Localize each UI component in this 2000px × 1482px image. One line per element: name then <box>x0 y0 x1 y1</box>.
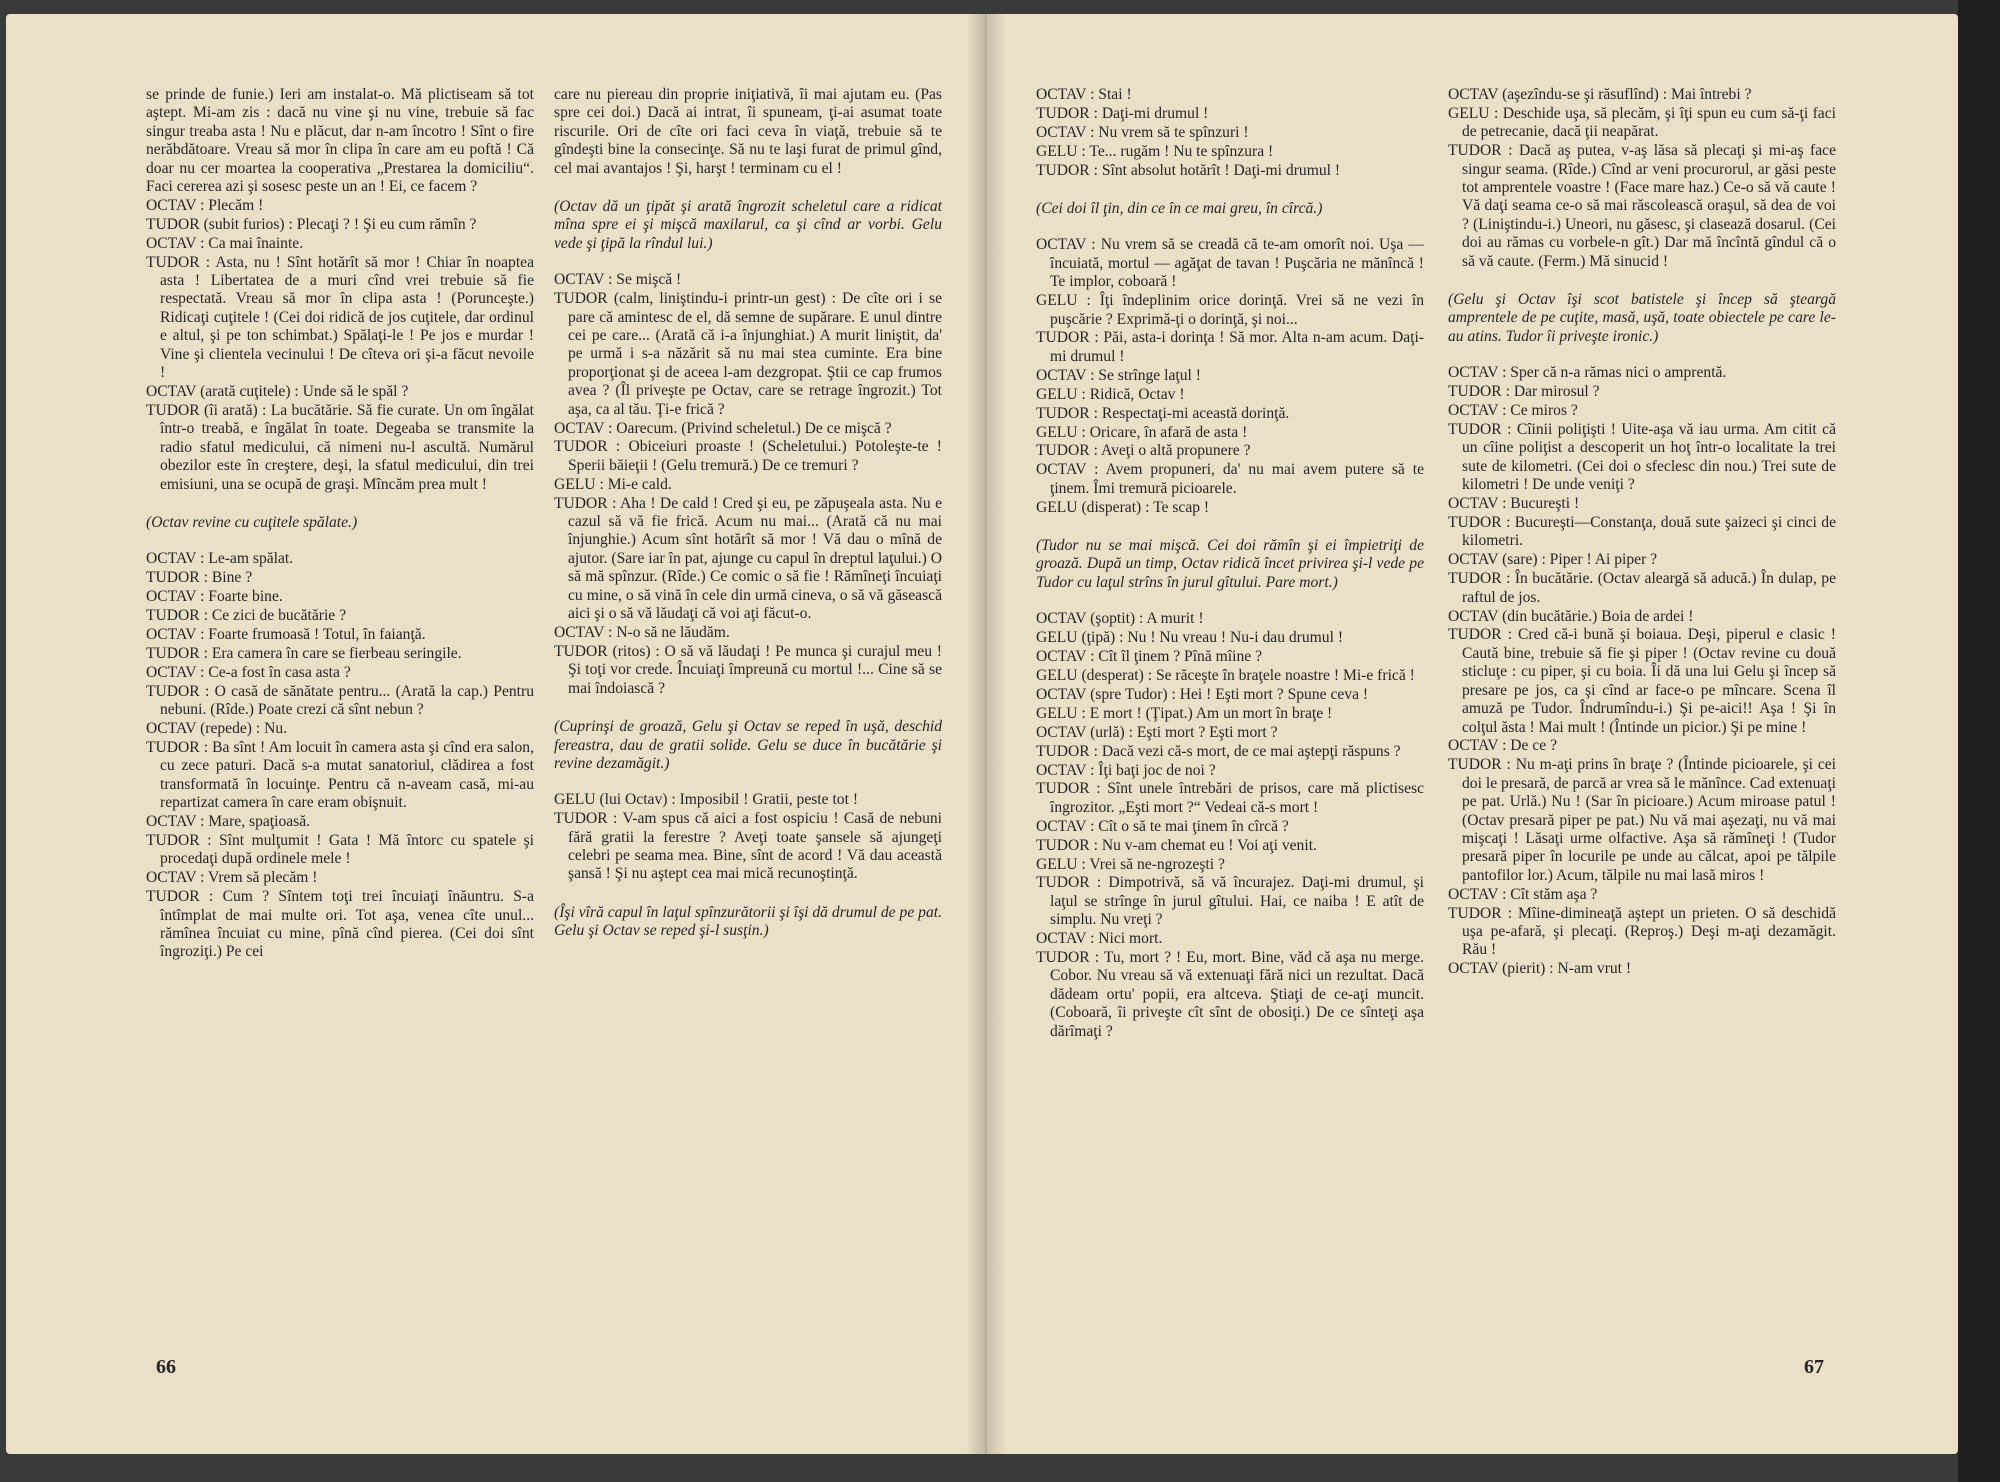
right-column-1 <box>1036 86 1424 1042</box>
dialogue-line: TUDOR : Cum ? Sîntem toţi trei încuiaţi înăuntru. S-a întîmplat de mai multe ori. Tot aşa, venea cîte unul... rămînea încuiat cu mine, pînă cînd pierea. (Cei doi sînt îngroziţi.) Pe cei <box>146 888 534 961</box>
dialogue-line: OCTAV : Oarecum. (Privind scheletul.) De ce mişcă ? <box>554 419 892 437</box>
dialogue-line: TUDOR : Daţi-mi drumul ! <box>1036 104 1209 122</box>
dialogue-line: GELU (lui Octav) : Imposibil ! Gratii, peste tot ! <box>554 791 859 809</box>
dialogue-line: OCTAV : Cît o să te mai ţinem în cîrcă ? <box>1036 817 1289 835</box>
dialogue-line: OCTAV (sare) : Piper ! Ai piper ? <box>1448 551 1658 569</box>
dialogue-line: TUDOR : Dar mirosul ? <box>1448 383 1600 401</box>
dialogue-line: OCTAV : N-o să ne lăudăm. <box>554 623 730 641</box>
left-column-1 <box>146 86 534 962</box>
stage-direction: (Tudor nu se mai mişcă. Cei doi rămîn şi ei împietriţi de groază. După un timp, Octav ridică încet privirea şi-l vede pe Tudor cu laţul strîns în jurul gîtului. Pare mort.) <box>1036 537 1424 591</box>
dialogue-line: OCTAV : Foarte bine. <box>146 588 283 606</box>
dialogue-line: TUDOR : Nu v-am chemat eu ! Voi aţi venit. <box>1036 836 1317 854</box>
dialogue-line: OCTAV (arată cuţitele) : Unde să le spăl ? <box>146 383 409 400</box>
dialogue-line: OCTAV : Vrem să plecăm ! <box>146 869 318 887</box>
dialogue-line: TUDOR : În bucătărie. (Octav aleargă să aducă.) În dulap, pe raftul de jos. <box>1448 570 1836 606</box>
dialogue-line: TUDOR : Cred că-i bună şi boiaua. Deşi, piperul e clasic ! Caută bine, trebuie să fie şi piper ! (Octav revine cu două sticluţe : cu piper, şi cu boia. Îi dă una lui Gelu şi încep să presare pe jos, ca şi cînd ar face-o pe mîncare. Scena îl amuză pe Tudor. Îndrumîndu-i.) Şi pe-aici!! Aşa ! Şi în colţul ăsta ! Mai mult ! (Întinde un picior.) Şi pe mine ! <box>1448 626 1836 736</box>
dialogue-line: GELU : E mort ! (Ţipat.) Am un mort în braţe ! <box>1036 704 1333 722</box>
dialogue-line: OCTAV : Sper că n-a rămas nici o amprentă. <box>1448 364 1727 382</box>
dialogue-line: GELU (disperat) : Te scap ! <box>1036 498 1210 516</box>
dialogue-line: TUDOR : Tu, mort ? ! Eu, mort. Bine, văd că aşa nu merge. Cobor. Nu vreau să vă extenuaţi fără nici un rezultat. Dacă dădeam ortu' popii, era altceva. Ştiaţi de ce-aţi muncit. (Coboară, îi priveşte cît sînt de obosiţi.) De ce sînteţi aşa dărîmaţi ? <box>1036 949 1424 1040</box>
dialogue-line: OCTAV (aşezîndu-se şi răsuflînd) : Mai întrebi ? <box>1448 86 1752 103</box>
dialogue-line: GELU : Vrei să ne-ngrozeşti ? <box>1036 855 1225 873</box>
dialogue-line: TUDOR : Cîinii poliţişti ! Uite-aşa vă iau urma. Am citit că un cîine poliţist a descoperit un hoţ într-o localitate la trei sute de kilometri. (Cei doi o sfeclesc din nou.) Trei sute de kilometri ! De unde veniţi ? <box>1448 421 1836 494</box>
dialogue-line: OCTAV : Foarte frumoasă ! Totul, în faianţă. <box>146 625 426 643</box>
dialogue-line: care nu piereau din proprie iniţiativă, îi mai ajutam eu. (Pas spre cei doi.) Dacă ai intrat, îi spuneam, ţi-ai asumat toate riscurile. Ori de cîte ori faci ceva în viaţă, trebuie să te gîndeşti bine la consecinţe. Să nu te laşi furat de primul gînd, cel mai avantajos ! Şi, harşt ! terminam cu el ! <box>554 86 942 177</box>
right-page <box>986 14 1958 1454</box>
dialogue-line: TUDOR : Bucureşti—Constanţa, două sute şaizeci şi cinci de kilometri. <box>1448 514 1836 550</box>
dialogue-line: TUDOR : Sînt unele întrebări de prisos, care mă plictisesc îngrozitor. „Eşti mort ?“ Vedeai că-s mort ! <box>1036 780 1424 816</box>
dialogue-line: TUDOR : Nu m-aţi prins în braţe ? (Întinde picioarele, şi cei doi le presară, de parcă ar vrea să le mănînce. Cad extenuaţi pe pat. Urlă.) Nu ! (Sar în picioare.) Acum miroase patul ! (Octav presară piper pe pat.) Nu vă mai aşezaţi, nu vă mai mişcaţi ! Lăsaţi urme olfactive. Aşa să rămîneţi ! (Tudor presară piper în locurile pe unde au călcat, apoi pe tălpile pantofilor lor.) Acum, tălpile nu mai lasă miros ! <box>1448 756 1836 884</box>
dialogue-line: TUDOR : Respectaţi-mi această dorinţă. <box>1036 404 1290 422</box>
dialogue-line: OCTAV : Bucureşti ! <box>1448 495 1580 513</box>
dialogue-line: se prinde de funie.) Ieri am instalat-o. Mă plictiseam să tot aştept. Mi-am zis : dacă nu vine şi nu vine, trebuie să fac singur treaba asta ! Nu e plăcut, dar n-am încotro ! Sînt o fire nerăbdătoare. Vreau să mor în clipa în care am eu poftă ! Că doar nu cer moartea la cooperativa „Prestarea la domiciliu“. Faci cererea azi şi sosesc peste un an ! Ei, ce facem ? <box>146 86 534 196</box>
dialogue-line: OCTAV (repede) : Nu. <box>146 720 288 737</box>
dialogue-line: TUDOR : V-am spus că aici a fost ospiciu ! Casă de nebuni fără gratii la ferestre ? Aveţi toate şansele să ajungeţi celebri pe seama mea. Bine, sînt de acord ! Vă dau această şansă ! Şi nu aştept cea mai mică recunoştinţă. <box>554 810 942 883</box>
dialogue-line: TUDOR : Mîine-dimineaţă aştept un prieten. O să deschidă uşa pe-afară, şi plecaţi. (Reproş.) Deşi m-aţi dezamăgit. Rău ! <box>1448 904 1836 959</box>
dialogue-line: OCTAV : Ce miros ? <box>1448 402 1578 420</box>
stage-direction: (Cuprinşi de groază, Gelu şi Octav se reped în uşă, deschid fereastra, dau de gratii solide. Gelu se duce în bucătărie şi revine dezamăgit.) <box>554 718 942 772</box>
book-gutter <box>966 14 1006 1454</box>
dialogue-line: OCTAV : Ca mai înainte. <box>146 234 304 252</box>
page-number-left: 66 <box>156 1356 176 1378</box>
dialogue-line: OCTAV : Cît stăm aşa ? <box>1448 885 1598 903</box>
dialogue-line: OCTAV : Stai ! <box>1036 86 1132 103</box>
dialogue-line: OCTAV : Nu vrem să te spînzuri ! <box>1036 123 1249 141</box>
dialogue-line: TUDOR : Ba sînt ! Am locuit în camera asta şi cînd era salon, cu zece paturi. Dacă s-a mutat sanatoriul, clădirea a fost transformată în locuinţe. Pentru că n-aveam casă, mi-au repartizat camera în care eram obişnuit. <box>146 738 534 812</box>
dialogue-line: TUDOR : Bine ? <box>146 569 253 587</box>
dialogue-line: OCTAV : Nu vrem să se creadă că te-am omorît noi. Uşa — încuiată, mortul — agăţat de tavan ! Puşcăria ne mănîncă ! Te implor, coboară ! <box>1036 236 1424 291</box>
dialogue-line: OCTAV (din bucătărie.) Boia de ardei ! <box>1448 607 1694 625</box>
stage-direction: (Gelu şi Octav îşi scot batistele şi încep să şteargă amprentele de pe cuţite, masă, uşă, toate obiectele pe care le-au atins. Tudor îi priveşte ironic.) <box>1448 291 1836 345</box>
page-number-right: 67 <box>1804 1356 1824 1378</box>
book-cover-edge <box>1958 0 2000 1482</box>
dialogue-line: TUDOR : Dimpotrivă, să vă încurajez. Daţi-mi drumul, şi laţul se strînge în jurul gîtului. Hai, ce naiba ! E atît de simplu. Nu vreţi ? <box>1036 874 1424 929</box>
dialogue-line: OCTAV : Ce-a fost în casa asta ? <box>146 663 351 681</box>
dialogue-line: TUDOR (subit furios) : Plecaţi ? ! Şi eu cum rămîn ? <box>146 215 477 233</box>
dialogue-line: OCTAV : Cît îl ţinem ? Pînă mîine ? <box>1036 648 1263 666</box>
dialogue-line: GELU : Îţi îndeplinim orice dorinţă. Vrei să ne vezi în puşcărie ? Exprimă-ţi o dorinţă, şi noi... <box>1036 292 1424 328</box>
stage-direction: (Cei doi îl ţin, din ce în ce mai greu, în cîrcă.) <box>1036 200 1323 218</box>
dialogue-line: OCTAV (pierit) : N-am vrut ! <box>1448 960 1632 978</box>
stage-direction: (Octav revine cu cuţitele spălate.) <box>146 513 358 531</box>
dialogue-line: GELU (desperat) : Se răceşte în braţele noastre ! Mi-e frică ! <box>1036 666 1415 684</box>
dialogue-line: OCTAV : Nici mort. <box>1036 930 1163 948</box>
dialogue-line: TUDOR : Păi, asta-i dorinţa ! Să mor. Alta n-am acum. Daţi-mi drumul ! <box>1036 329 1424 365</box>
dialogue-line: TUDOR : Obiceiuri proaste ! (Scheletului.) Potoleşte-te ! Sperii băieţii ! (Gelu tremură.) De ce tremuri ? <box>554 438 942 474</box>
dialogue-line: OCTAV : Mare, spaţioasă. <box>146 813 311 831</box>
dialogue-line: OCTAV : Plecăm ! <box>146 196 264 214</box>
dialogue-line: OCTAV : Se mişcă ! <box>554 271 682 289</box>
dialogue-line: TUDOR : Aveţi o altă propunere ? <box>1036 442 1251 460</box>
dialogue-line: GELU : Ridică, Octav ! <box>1036 385 1185 403</box>
dialogue-line: TUDOR : Ce zici de bucătărie ? <box>146 607 347 625</box>
dialogue-line: OCTAV (urlă) : Eşti mort ? Eşti mort ? <box>1036 723 1278 741</box>
dialogue-line: TUDOR : Asta, nu ! Sînt hotărît să mor ! Chiar în noaptea asta ! Libertatea de a muri cînd vrei trebuie să fie respectată. Vreau să mor în clipa asta ! (Porunceşte.) Ridicaţi cuţitele ! (Cei doi ridică de jos cuţitele, dar ordinul e altul, şi pe ton schimbat.) Spălaţi-le ! Pe jos e murdar ! Vine şi clientela vecinului ! De cîteva ori şi-a făcut nevoile ! <box>146 253 534 382</box>
dialogue-line: GELU : Te... rugăm ! Nu te spînzura ! <box>1036 142 1274 160</box>
dialogue-line: TUDOR : Dacă vezi că-s mort, de ce mai aştepţi răspuns ? <box>1036 742 1401 760</box>
left-page <box>6 14 986 1454</box>
dialogue-line: GELU : Mi-e cald. <box>554 475 672 493</box>
dialogue-line: TUDOR (îi arată) : La bucătărie. Să fie curate. Un om îngălat într-o treabă, e îngălat în toate. Degeaba se transmite la radio sfatul medicului, că nimeni nu-l ascultă. Numărul obezilor este în creştere, deşi, la sfatul medicului, din trei emisiuni, una se ocupă de graşi. Mîncăm prea mult ! <box>146 401 534 493</box>
left-column-2 <box>554 86 942 959</box>
dialogue-line: TUDOR : O casă de sănătate pentru... (Arată la cap.) Pentru nebuni. (Rîde.) Poate crezi că sînt nebun ? <box>146 682 534 719</box>
dialogue-line: GELU (ţipă) : Nu ! Nu vreau ! Nu-i dau drumul ! <box>1036 629 1344 647</box>
right-column-2 <box>1448 86 1836 979</box>
dialogue-line: OCTAV (şoptit) : A murit ! <box>1036 610 1204 628</box>
dialogue-line: OCTAV : De ce ? <box>1448 737 1558 755</box>
dialogue-line: TUDOR (calm, liniştindu-i printr-un gest) : De cîte ori i se pare că amintesc de el, dă semne de supărare. E unul dintre cei pe care... (Arată că i-a înjunghiat.) A murit liniştit, da' pe urmă i s-a năzărit să nu mai stea cuminte. Era bine proporţionat şi de aceea l-am dezgropat. Ştii ce cap frumos avea ? (Îl priveşte pe Octav, care se retrage îngrozit.) Tot aşa, ca al tău. Ţi-e frică ? <box>554 290 942 418</box>
dialogue-line: OCTAV : Avem propuneri, da' nu mai avem putere să te ţinem. Îmi tremură picioarele. <box>1036 461 1424 497</box>
dialogue-line: TUDOR : Sînt absolut hotărît ! Daţi-mi drumul ! <box>1036 161 1341 179</box>
dialogue-line: TUDOR (ritos) : O să vă lăudaţi ! Pe munca şi curajul meu ! Şi toţi vor crede. Încuiaţi împreună cu mortul !... Cine să se mai îndoiască ? <box>554 642 942 697</box>
stage-direction: (Îşi vîră capul în laţul spînzurătorii şi îşi dă drumul de pe pat. Gelu şi Octav se reped şi-l susţin.) <box>554 903 942 940</box>
dialogue-line: GELU : Deschide uşa, să plecăm, şi îţi spun eu cum să-ţi faci de petrecanie, dacă ţii neapărat. <box>1448 104 1836 141</box>
dialogue-line: TUDOR : Sînt mulţumit ! Gata ! Mă întorc cu spatele şi procedaţi după ordinele mele ! <box>146 831 534 868</box>
dialogue-line: TUDOR : Era camera în care se fierbeau seringile. <box>146 644 462 662</box>
stage-direction: (Octav dă un ţipăt şi arată îngrozit scheletul care a ridicat mîna spre ei şi mişcă maxilarul, ca şi cînd ar vorbi. Gelu vede şi ţipă la rîndul lui.) <box>554 198 942 252</box>
dialogue-line: OCTAV : Se strînge laţul ! <box>1036 366 1201 384</box>
dialogue-line: OCTAV : Îţi baţi joc de noi ? <box>1036 761 1216 779</box>
dialogue-line: OCTAV : Le-am spălat. <box>146 550 294 568</box>
dialogue-line: GELU : Oricare, în afară de asta ! <box>1036 423 1248 441</box>
dialogue-line: TUDOR : Aha ! De cald ! Cred şi eu, pe zăpuşeala asta. Nu e cazul să vă fie frică. Acum nu mai... (Arată că nu mai înjunghie.) Acum sînt hotărît să mor ! Vă dau o mînă de ajutor. (Sare iar în pat, ajunge cu capul în dreptul laţului.) O să mă spînzur. (Rîde.) Ce comic o să fie ! Rămîneţi încuiaţi cu mine, o să vină în cele din urmă cineva, o să vă găsească aici şi o să vă lăudaţi că voi aţi făcut-o. <box>554 494 942 623</box>
dialogue-line: TUDOR : Dacă aş putea, v-aş lăsa să plecaţi şi mi-aş face singur seama. (Rîde.) Cînd ar veni procurorul, ar găsi peste tot amprentele voastre ! (Face mare haz.) Ce-o să vă caute ! Vă daţi seama ce-o să mai răscolească oraşul, să dea de voi ? (Liniştindu-i.) Uneori, nu găsesc, şi clasează dosarul. (Cei doi au rămas cu vorbele-n gît.) Dar mă încîntă gîndul că o să vă caute. (Ferm.) Mă sinucid ! <box>1448 142 1836 270</box>
dialogue-line: OCTAV (spre Tudor) : Hei ! Eşti mort ? Spune ceva ! <box>1036 685 1369 703</box>
